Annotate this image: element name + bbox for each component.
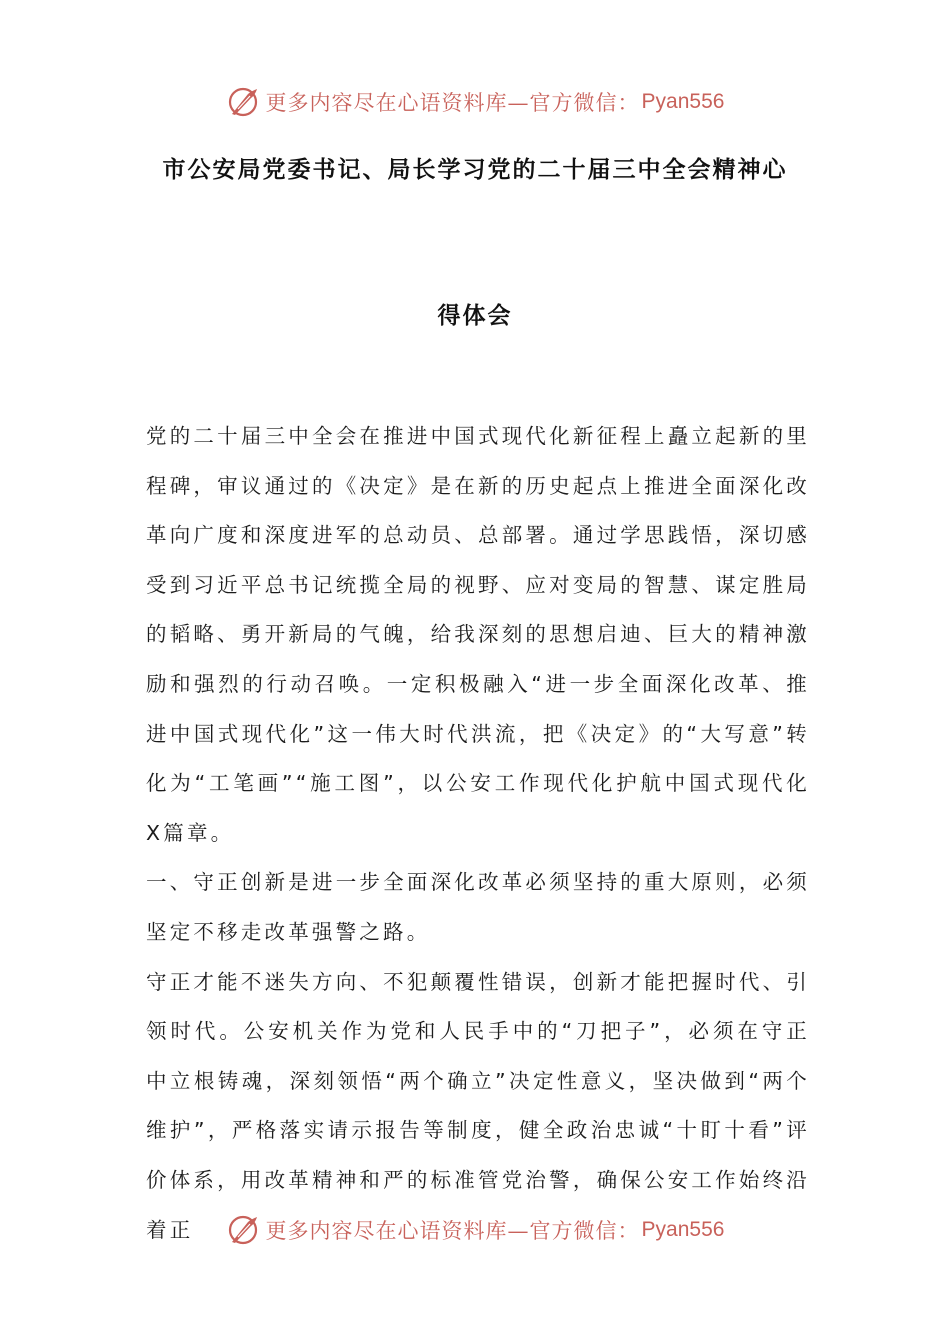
paragraph-section-1-body: 守正才能不迷失方向、不犯颠覆性错误，创新才能把握时代、引领时代。公安机关作为党和人民手中的“刀把子”，必须在守正中立根铸魂，深刻领悟“两个确立”决定性意义，坚决做到“两个维护”，严格落实请示报告等制度，健全政治忠诚“十盯十看”评价体系，用改革精神和严的标准管党治警，确保公安工作始终沿着正 [146,969,810,1242]
paragraph-section-heading-1: 一、守正创新是进一步全面深化改革必须坚持的重大原则，必须坚定不移走改革强警之路。 [146,870,810,944]
banner-wechat-handle: Pyan556 [641,1218,725,1241]
banner-text: 更多内容尽在心语资料库—官方微信： [265,91,640,115]
quill-pen-circle-icon [226,1213,260,1247]
page-title-line-2: 得体会 [437,303,513,329]
document-body [146,412,810,1255]
banner-wechat-handle: Pyan556 [641,90,725,113]
paragraph-intro: 党的二十届三中全会在推进中国式现代化新征程上矗立起新的里程碑，审议通过的《决定》是在新的历史起点上推进全面深化改革向广度和深度进军的总动员、总部署。通过学思践悟，深切感受到习近平总书记统揽全局的视野、应对变局的智慧、谋定胜局的韬略、勇开新局的气魄，给我深刻的思想启迪、巨大的精神激励和强烈的行动召唤。一定积极融入“进一步全面深化改革、推进中国式现代化”这一伟大时代洪流，把《决定》的“大写意”转化为“工笔画”“施工图”，以公安工作现代化护航中国式现代化X篇章。 [146,424,810,845]
header-banner [0,82,950,122]
banner-text: 更多内容尽在心语资料库—官方微信： [265,1219,640,1243]
quill-pen-circle-icon [226,85,260,119]
page-title-line-1: 市公安局党委书记、局长学习党的二十届三中全会精神心 [162,157,788,183]
footer-banner [0,1210,950,1250]
